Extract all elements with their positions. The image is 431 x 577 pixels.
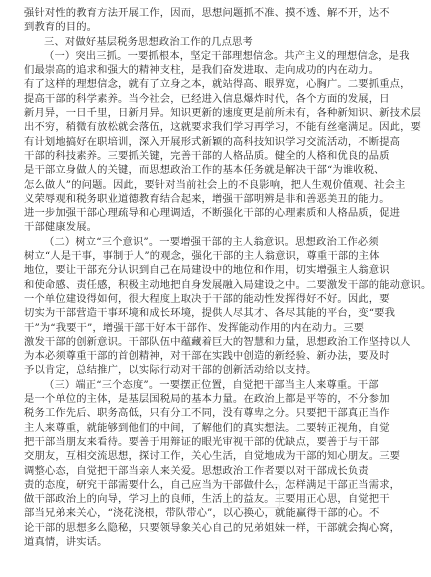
text-line: 干部健康发展。 — [24, 221, 98, 234]
text-line: 调整心态，自觉把干部当亲人来关爱。思想政治工作者要以对干部成长负责 — [24, 464, 369, 477]
text-line: 为本必须尊重干部的首创精神，对干部在实践中创造的新经验、新办法，要及时 — [24, 350, 390, 363]
text-line: 是干部立身做人的关键，而思想政治工作的基本任务就是解决干部“为谁收税、 — [24, 164, 385, 177]
text-line: 强针对性的教育方法开展工作，因而，思想问题抓不准、摸不透、解不开，达不 — [24, 7, 390, 19]
text-line: 三、对做好基层税务思想政治工作的几点思考 — [44, 35, 253, 48]
text-line: 们最崇高的追求和强大的精神支柱，是我们奋发进取、走向成功的内在动力。 — [24, 64, 380, 77]
text-line: 论干部的思想多么隐秘，只要领导象关心自己的兄弟姐妹一样，干部就会掏心窝， — [24, 521, 401, 534]
text-line: 干部的科技素养。三要抓关键，完善干部的人格品质。健全的人格和优良的品质 — [24, 149, 390, 162]
text-line: 和使命感、责任感，积极主动地把自身发展融入局建设之中。二要激发干部的能动意识。 — [24, 278, 431, 291]
text-line: 义荣辱观和税务职业道德教育结合起来，增强干部明辨是非和善恶美丑的能力。 — [24, 192, 390, 205]
text-line: 激发干部的创新意识。干部队伍中蕴藏着巨大的智慧和力量，思想政治工作坚持以人 — [24, 335, 411, 348]
text-line: 树立“人是干事，事制于人”的观念，强化干部的主人翁意识，尊重干部的主体 — [24, 250, 380, 263]
text-line: 出不穷，稍微有放松就会落伍，这就要求我们学习再学习，不能有丝毫满足。因此，要 — [24, 121, 421, 134]
text-line: 进一步加强干部心理疏导和心理调适，不断强化干部的心理素质和人格品质，促进 — [24, 207, 401, 220]
text-line: 交朋友，互相交流思想，探讨工作，关心生活，自觉地成为干部的知心朋友。三要 — [24, 450, 401, 463]
text-line: （三）端正“三个态度”。一要摆正位置，自觉把干部当主人来尊重。干部 — [44, 378, 379, 391]
text-line: 有计划地搞好在职培训，深入开展形式新颖的高科技知识学习交流活动，不断提高 — [24, 135, 401, 148]
text-line: 到教育的目的。 — [24, 21, 98, 34]
text-line: 干”为“我要干”，增强干部干好本干部作、发挥能动作用的内在动力。三要 — [24, 321, 365, 334]
text-line: 做干部政治上的向导，学习上的良师，生活上的益友。三要用正心思，自觉把干 — [24, 493, 390, 506]
text-line: 责的态度，研究干部需要什么，自己应当为干部做什么，怎样满足干部正当需求， — [24, 478, 401, 491]
text-line: （二）树立“三个意识”。一要增强干部的主人翁意识。思想政治工作必须 — [44, 235, 379, 248]
text-line: 是一个单位的主体，是基层国税局的基本力量。在政治上都是平等的，不分参加 — [24, 393, 390, 406]
text-line: 主人来尊重，就能够到他们的中间，了解他们的真实想法。二要转正视角，自觉 — [24, 421, 390, 434]
text-line: 道真情，讲实话。 — [24, 535, 108, 548]
text-line: 予以肯定，总结推广，以实际行动对干部的创新活动给以支持。 — [24, 364, 317, 377]
text-line: 怎么做人”的问题。因此，要针对当前社会上的不良影响，把人生观价值观、社会主 — [24, 178, 406, 191]
text-line: 提高干部的科学素养。当今社会，已经进入信息爆炸时代，各个方面的发展，日 — [24, 92, 390, 105]
text-line: 有了这样的理想信念，就有了立身之本，就站得高、眼界宽，心胸广。二要抓重点， — [24, 78, 411, 91]
text-line: 地位，要让干部充分认识到自己在局建设中的地位和作用，切实增强主人翁意识 — [24, 264, 390, 277]
text-line: （一）突出三抓。一要抓根本，坚定干部理想信念。共产主义的理想信念，是我 — [44, 49, 410, 62]
text-line: 把干部当朋友来看待。要善于用辩证的眼光审视干部的优缺点，要善于与干部 — [24, 435, 380, 448]
text-line: 新月异，一日千里，日新月异。知识更新的速度更是前所未有，各种新知识、新技术层 — [24, 107, 421, 120]
text-line: 部当兄弟来关心，“浇花浇根，带队带心”，以心换心，就能赢得干部的心。不 — [24, 507, 380, 520]
text-line: 一个单位建设得如何，很大程度上取决于干部的能动性发挥得好不好。因此，要 — [24, 292, 390, 305]
text-line: 税务工作先后、职务高低，只有分工不同，没有尊卑之分。只要把干部真正当作 — [24, 407, 390, 420]
text-line: 切实为干部营造干事环境和成长环境，提供人尽其才、各尽其能的平台，变“要我 — [24, 307, 396, 320]
stamp-watermark — [228, 484, 280, 508]
